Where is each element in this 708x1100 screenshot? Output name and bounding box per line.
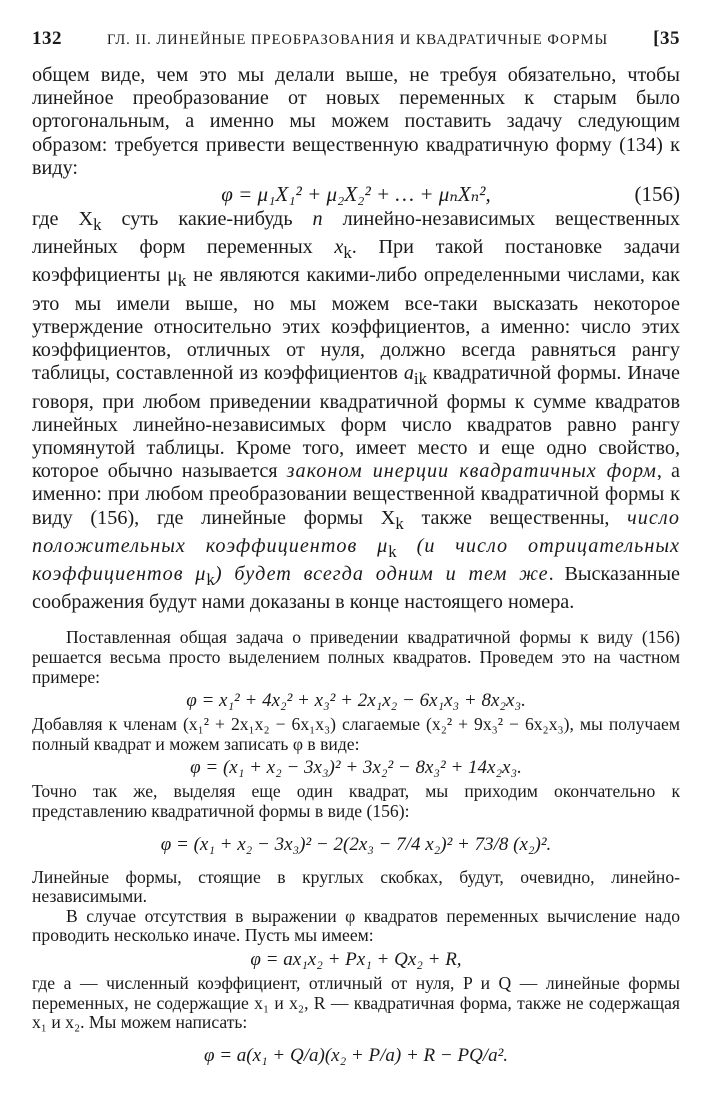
p2-s1: где X xyxy=(32,208,94,231)
p2-s9: квадратичной формы. Иначе говоря, при любом приведении квадратичной формы к сумме квадратов линейных линейно-независимых форм число квадратов равно рангу упомянутой таблицы. Кроме того, имеет место и еще одно свойство, которое обычно называется xyxy=(32,362,680,483)
equation-a: φ = x₁² + 4x₂² + x₃² + 2x₁x₂ − 6x₁x₃ + 8x₂x₃. xyxy=(186,690,526,712)
paragraph-3: Поставленная общая задача о приведении квадратичной формы к виду (156) решается весьма просто выделением полных квадратов. Проведем это на частном примере: xyxy=(32,627,680,687)
equation-b: φ = (x₁ + x₂ − 3x₃)² + 3x₂² − 8x₃² + 14x₂x₃. xyxy=(190,757,522,779)
equation-d: φ = ax₁x₂ + Px₁ + Qx₂ + R, xyxy=(250,949,462,971)
paragraph-4: Добавляя к членам (x₁² + 2x₁x₂ − 6x₁x₃) слагаемые (x₂² + 9x₃² − 6x₂x₃), мы получаем полный квадрат и можем записать φ в виде: xyxy=(32,714,680,754)
equation-e: φ = a(x₁ + Q/a)(x₂ + P/a) + R − PQ/a². xyxy=(203,1044,509,1066)
p2-term-law-of-inertia: законом инерции квадратичных форм xyxy=(286,460,657,483)
p2-s15: ) будет всегда одним и тем же xyxy=(214,563,549,586)
p2-s5: x xyxy=(334,236,344,259)
p2-s12: также вещественны, xyxy=(403,506,628,529)
p2-s1b: k xyxy=(93,215,102,235)
section-number: [35 xyxy=(653,28,680,49)
p2-s4: линейно-независимых вещественных линейных форм переменных xyxy=(32,208,681,259)
p2-s11: , а именно: при любом преобразовании вещественной квадратичной формы к виду (156), где линейные формы X xyxy=(32,460,681,529)
paragraph-5: Точно так же, выделяя еще один квадрат, мы приходим окончательно к представлению квадратичной формы в виде (156): xyxy=(32,781,680,822)
p2-s6b: k xyxy=(177,271,187,291)
p2-s16: . Высказанные соображения будут нами доказаны в конце настоящего номера. xyxy=(32,563,680,614)
p2-s3: n xyxy=(312,208,323,231)
p2-s14: (и число отрицательных коэффициентов μ xyxy=(32,534,680,586)
p2-s13: число положительных коэффициентов μ xyxy=(32,506,680,557)
page-number: 132 xyxy=(32,28,62,49)
paragraph-7: В случае отсутствия в выражении φ квадратов переменных вычисление надо проводить несколько иначе. Пусть мы имеем: xyxy=(32,905,680,946)
equation-c: φ = (x₁ + x₂ − 3x₃)² − 2(2x₃ − 7/4 x₂)² + 73/8 (x₂)². xyxy=(160,833,552,855)
p2-s14b: k xyxy=(206,570,215,590)
p2-s6: . При такой постановке задачи коэффициенты μ xyxy=(32,236,680,287)
p2-s8b: ik xyxy=(413,369,428,389)
running-title: ГЛ. II. ЛИНЕЙНЫЕ ПРЕОБРАЗОВАНИЯ И КВАДРАТИЧНЫЕ ФОРМЫ xyxy=(107,32,609,48)
paragraph-2 xyxy=(32,208,680,614)
p2-s8: a xyxy=(403,362,414,385)
paragraph-1: общем виде, чем это мы делали выше, не требуя обязательно, чтобы линейное преобразование от новых переменных к старым было ортогональным, а именно мы можем поставить задачу следующим образом: требуется привести вещественную квадратичную форму (134) к виду: xyxy=(32,64,680,179)
p2-s5b: k xyxy=(343,243,352,263)
p2-s13b: k xyxy=(388,541,397,561)
equation-156-number: (156) xyxy=(634,182,680,207)
paragraph-8: где a — численный коэффициент, отличный от нуля, P и Q — линейные формы переменных, не содержащие x₁ и x₂, R — квадратичная форма, также не содержащая x₁ и x₂. Мы можем написать: xyxy=(32,973,680,1033)
equation-156 xyxy=(32,180,680,208)
paragraph-6: Линейные формы, стоящие в круглых скобках, будут, очевидно, линейно-независимыми. xyxy=(32,866,680,907)
equation-156-formula: φ = μ₁X₁² + μ₂X₂² + … + μₙXₙ², xyxy=(221,182,491,207)
p2-s7: не являются какими-либо определенными числами, как это мы имели выше, но мы можем все-таки высказать некоторое утверждение относительно этих коэффициентов, а именно: число этих коэффициентов, отличных от нуля, должно всегда равняться рангу таблицы, составленной из коэффициентов xyxy=(32,264,680,385)
p2-s11b: k xyxy=(395,513,404,533)
p2-s2: суть какие-нибудь xyxy=(101,208,313,231)
running-header xyxy=(32,28,680,64)
